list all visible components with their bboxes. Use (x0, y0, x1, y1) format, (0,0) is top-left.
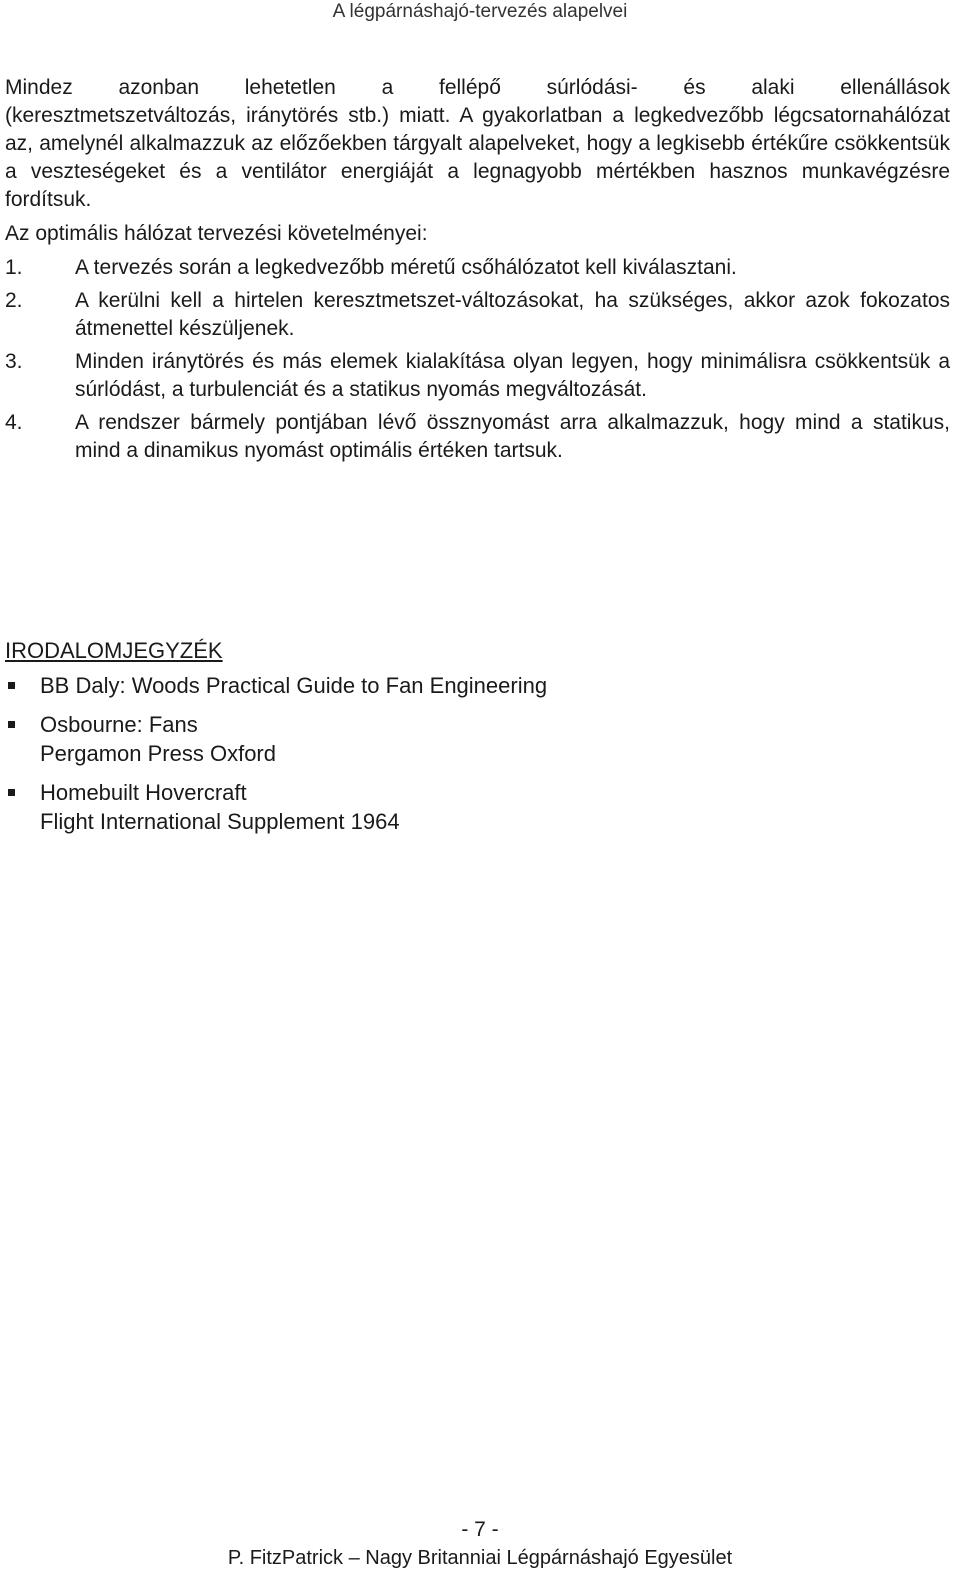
list-item (5, 409, 950, 465)
references-section (5, 636, 950, 846)
list-item-text: A tervezés során a legkedvezőbb méretű csőhálózatot kell kiválasztani. (75, 256, 737, 279)
square-bullet-icon (8, 789, 15, 796)
square-bullet-icon (8, 721, 15, 728)
list-item-text: Minden iránytörés és más elemek kialakítása olyan legyen, hogy minimálisra csökkentsük a súrlódást, a turbulenciát és a statikus nyomás megváltozását. (75, 350, 950, 401)
reference-line: Homebuilt Hovercraft (40, 780, 247, 805)
document-body (5, 74, 950, 470)
reference-line: Flight International Supplement 1964 (40, 809, 400, 834)
list-item (5, 348, 950, 404)
list-item-number: 4. (5, 411, 23, 434)
requirements-title: Az optimális hálózat tervezési követelményei: (5, 222, 428, 245)
references-list (5, 671, 950, 836)
reference-line: Osbourne: Fans (40, 712, 198, 737)
list-item-text: A rendszer bármely pontjában lévő össznyomást arra alkalmazzuk, hogy mind a statikus, mind a dinamikus nyomást optimális értéken tartsuk. (75, 411, 950, 462)
page-header: A légpárnáshajó-tervezés alapelvei (332, 1, 628, 22)
intro-paragraph (5, 74, 950, 214)
page-number: - 7 - (461, 1518, 499, 1541)
reference-line: Pergamon Press Oxford (40, 741, 276, 766)
references-title: IRODALOMJEGYZÉK (5, 638, 223, 663)
reference-item (5, 778, 950, 836)
reference-line: BB Daly: Woods Practical Guide to Fan Engineering (40, 673, 548, 698)
square-bullet-icon (8, 682, 15, 689)
intro-first-line: Mindez azonban lehetetlen a fellépő súrlódási- és alaki ellenállások (5, 76, 950, 99)
list-item-text: A kerülni kell a hirtelen keresztmetszet-változásokat, ha szükséges, akkor azok fokozatos átmenettel készüljenek. (75, 289, 950, 340)
list-item-number: 1. (5, 256, 23, 279)
intro-rest: (keresztmetszetváltozás, iránytörés stb.) miatt. A gyakorlatban a legkedvezőbb légcsatornahálózat az, amelynél alkalmazzuk az előzőekben tárgyalt alapelveket, hogy a legkisebb értékűre csökkentsük a veszteségeket és a ventilátor energiáját a legnagyobb mértékben hasznos munkavégzésre fordítsuk. (5, 104, 950, 211)
reference-item (5, 671, 950, 700)
list-item (5, 287, 950, 343)
list-item-number: 3. (5, 350, 23, 373)
list-item-number: 2. (5, 289, 23, 312)
requirements-list (5, 254, 950, 465)
footer-text: P. FitzPatrick – Nagy Britanniai Légpárnáshajó Egyesület (227, 1547, 733, 1569)
list-item (5, 254, 950, 282)
reference-item (5, 710, 950, 768)
